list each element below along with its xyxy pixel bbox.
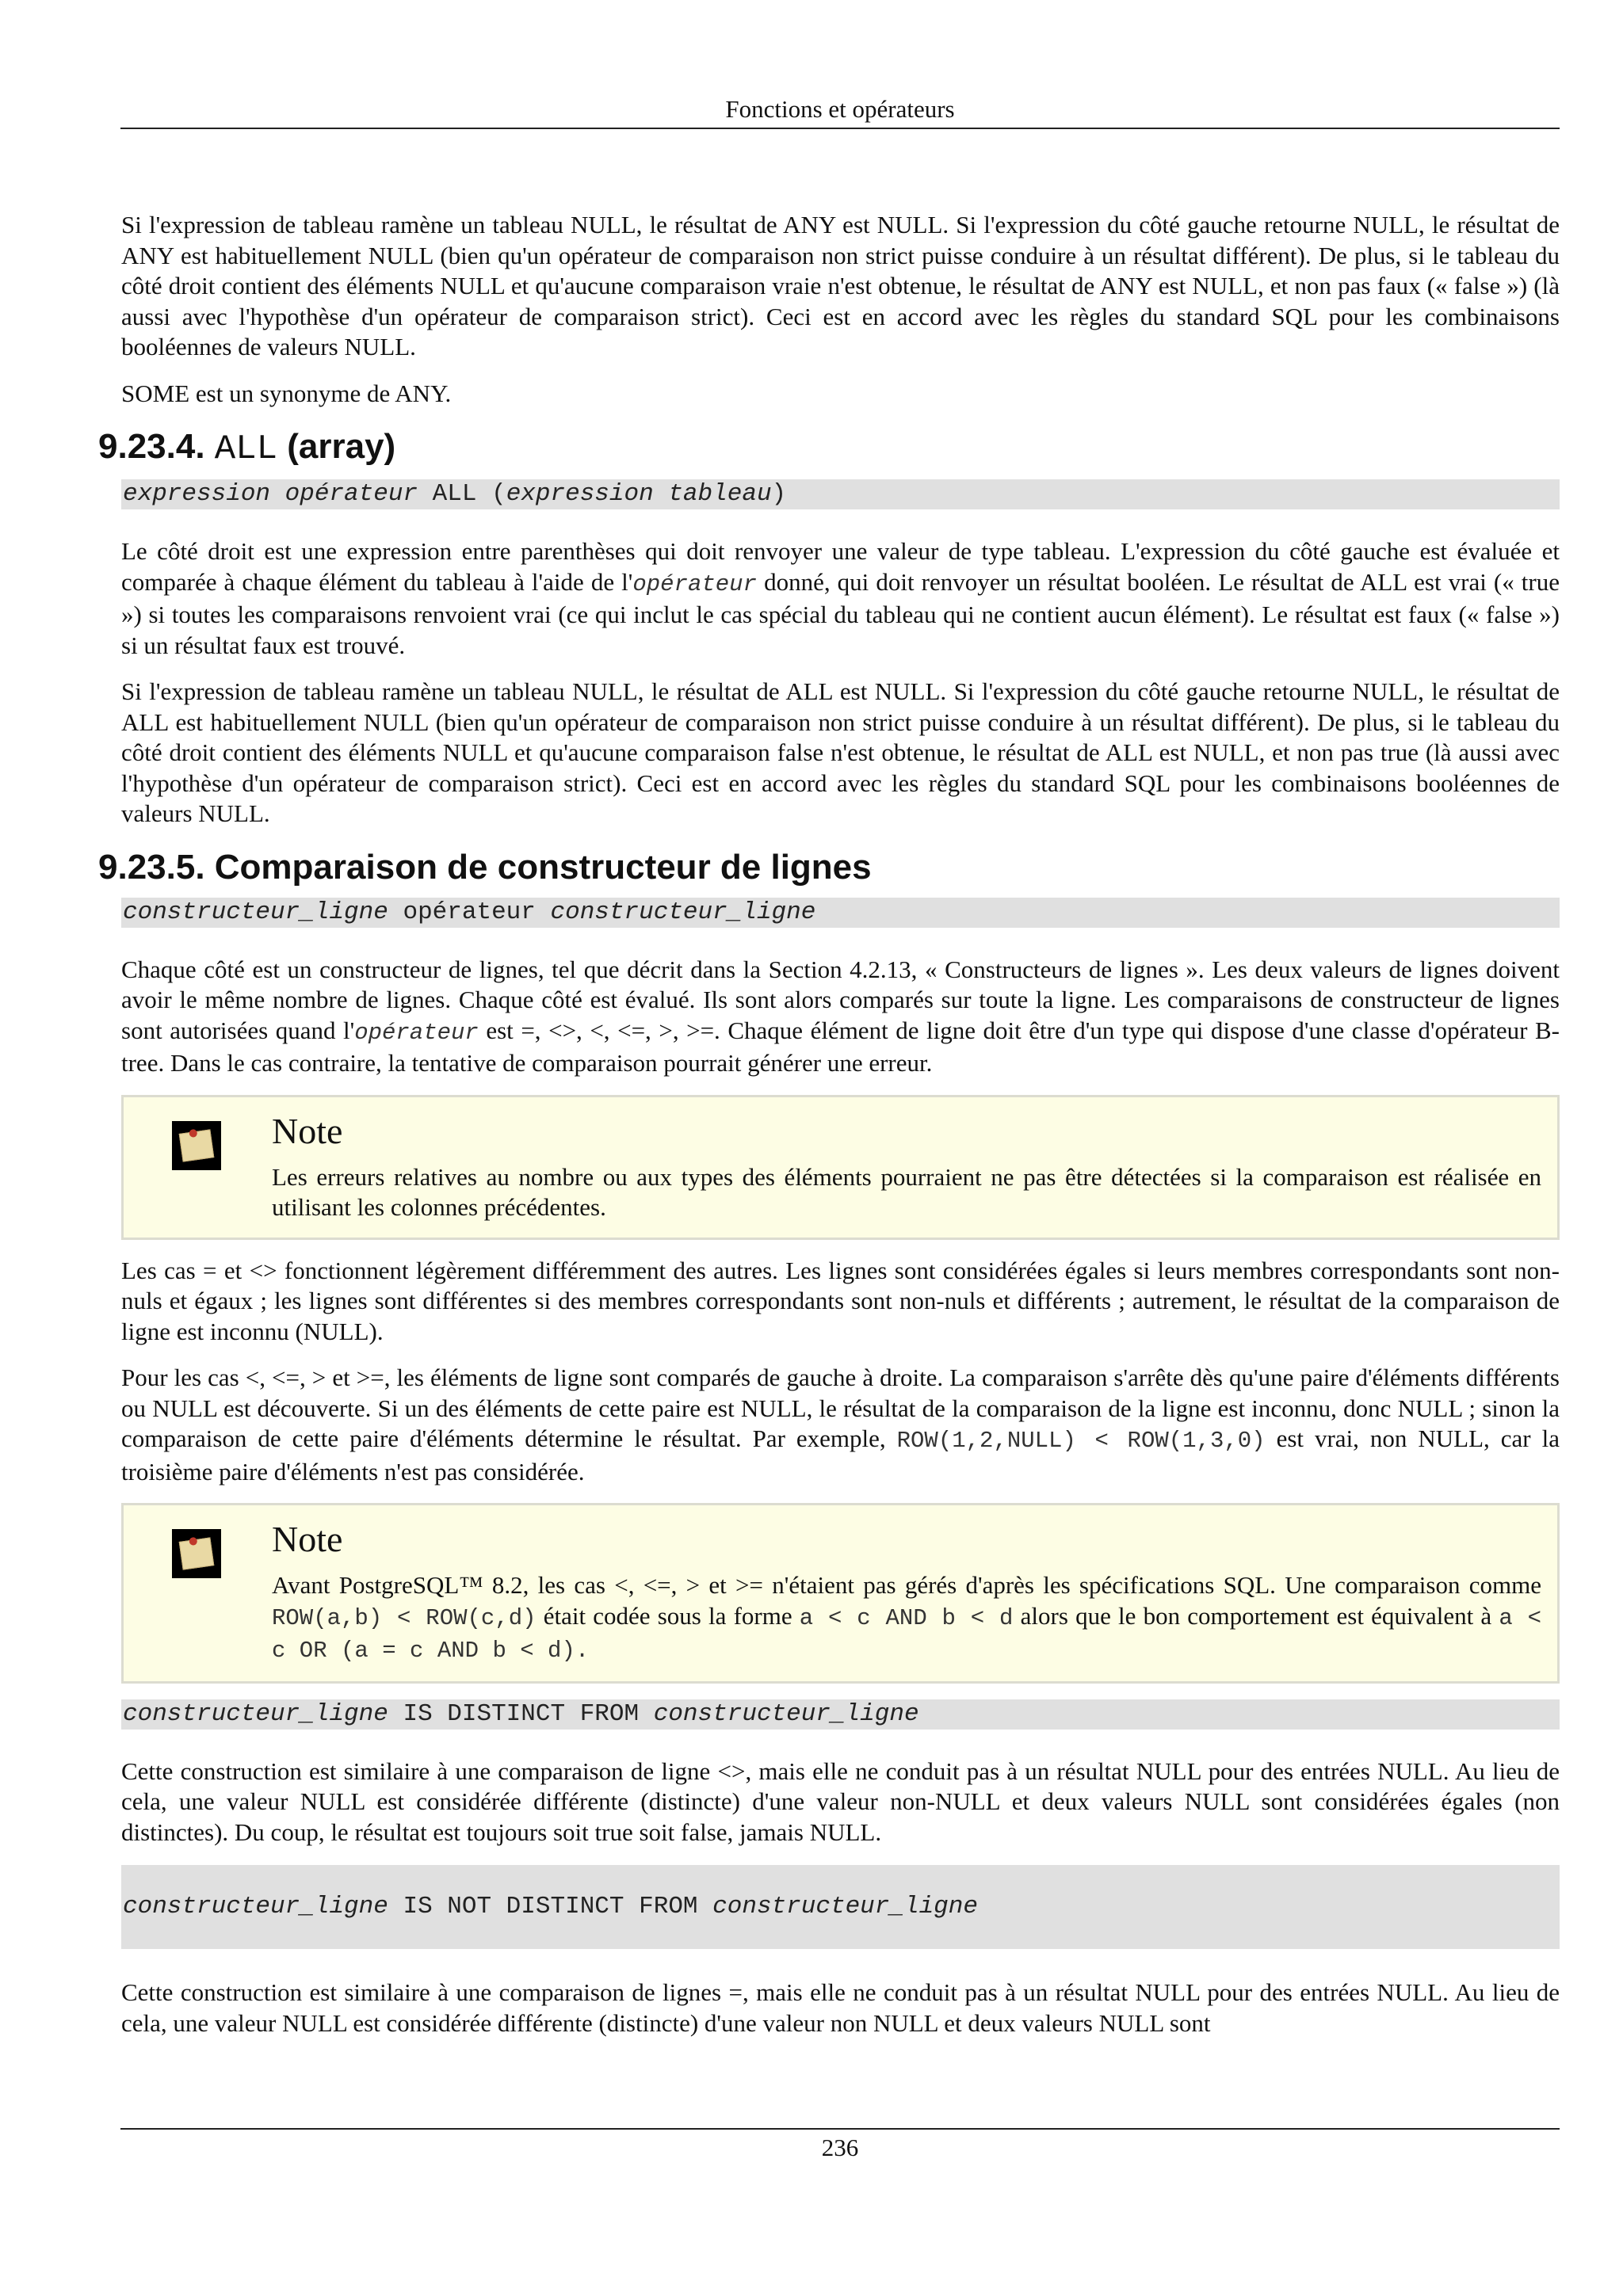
text-run: Pour les cas <, <=, > et >=, les éléments de ligne sont comparés de gauche à droite. La comparaison s'arrête dès qu'une paire d'éléments différents ou NULL est découverte. Si un des éléments de cette paire est NULL, le résultat de la comparaison de la ligne est inconnu, donc NULL ; sinon la comparaison de cette paire d'éléments détermine le résultat. Par exemple,	[121, 1363, 1560, 1452]
synopsis-part: IS NOT DISTINCT FROM	[388, 1893, 713, 1920]
text-run: alors que le bon comportement est équivalent à	[1013, 1601, 1499, 1630]
running-header: Fonctions et opérateurs	[725, 95, 955, 123]
section-code: ALL	[214, 429, 278, 469]
inline-code: ROW(a,b) < ROW(c,d)	[272, 1604, 537, 1631]
paragraph-all-description	[121, 536, 1560, 661]
section-heading-row-constructor: 9.23.5. Comparaison de constructeur de lignes	[98, 847, 872, 887]
note-text: Les erreurs relatives au nombre ou aux types des éléments pourraient ne pas être détectées si la comparaison est réalisée en utilisant les colonnes précédentes.	[272, 1162, 1541, 1221]
paragraph-is-distinct: Cette construction est similaire à une comparaison de ligne <>, mais elle ne conduit pas à un résultat NULL pour des entrées NULL. Au lieu de cela, une valeur NULL est considérée différente (distincte) d'une valeur non-NULL et deux valeurs NULL sont considérées égales (non distinctes). Du coup, le résultat est toujours soit true soit false, jamais NULL.	[121, 1756, 1560, 1846]
text-run: est =, <>, <, <=, >, >=. Chaque élément de ligne doit être d'un type qui dispose d'une classe d'opérateur B-tree. Dans le cas contraire, la tentative de comparaison pourrait générer une erreur.	[121, 1016, 1560, 1077]
synopsis-is-distinct-from	[121, 1699, 1560, 1730]
synopsis-is-not-distinct-from	[121, 1865, 1560, 1949]
note-title: Note	[272, 1110, 343, 1151]
paragraph-ordering-cases	[121, 1363, 1560, 1487]
section-number: 9.23.4.	[98, 427, 205, 466]
note-icon	[172, 1529, 221, 1578]
text-run: Chaque côté est un constructeur de lignes, tel que décrit dans la Section 4.2.13, « Constructeurs de lignes ». Les deux valeurs de lignes doivent avoir le même nombre de lignes. Chaque côté est évalué. Ils sont alors comparés sur toute la ligne. Les comparaisons de constructeur de lignes sont autorisées quand l'	[121, 955, 1560, 1044]
synopsis-part: constructeur_ligne	[123, 1893, 388, 1920]
synopsis-part: expression tableau	[506, 480, 772, 508]
paragraph-any-null: Si l'expression de tableau ramène un tableau NULL, le résultat de ANY est NULL. Si l'expression du côté gauche retourne NULL, le résultat de ANY est habituellement NULL (bien qu'un opérateur de comparaison non strict puisse conduire à un résultat différent). De plus, si le tableau du côté droit contient des éléments NULL et qu'aucune comparaison vraie n'est obtenue, le résultat de ANY est NULL, et non pas faux (« false ») (là aussi avec l'hypothèse d'un opérateur de comparaison strict). Ceci est en accord avec les règles du standard SQL pour les combinaisons booléennes de valeurs NULL.	[121, 211, 1560, 360]
synopsis-part: opérateur	[388, 898, 551, 926]
inline-code: opérateur	[632, 570, 757, 597]
synopsis-part: IS DISTINCT FROM	[388, 1699, 654, 1728]
sticky-note-graphic	[179, 1129, 215, 1161]
section-heading-all-array	[98, 425, 1560, 471]
text-run: donné, qui doit renvoyer un résultat booléen. Le résultat de ALL est vrai (« true ») si toutes les comparaisons renvoient vrai (ce qui inclut le cas spécial du tableau qui ne contient aucun élément). Le résultat est faux (« false ») si un résultat faux est trouvé.	[121, 567, 1560, 659]
header-rule	[120, 128, 1560, 129]
synopsis-part: constructeur_ligne	[712, 1893, 978, 1920]
sticky-note-graphic	[179, 1537, 215, 1569]
note-icon	[172, 1121, 221, 1170]
note-title: Note	[272, 1519, 343, 1559]
synopsis-all	[121, 479, 1560, 509]
text-run: était codée sous la forme	[536, 1601, 800, 1630]
note-box	[121, 1503, 1560, 1684]
note-box	[121, 1095, 1560, 1240]
section-title: (array)	[287, 427, 396, 466]
paragraph-equality-cases: Les cas = et <> fonctionnent légèrement différemment des autres. Les lignes sont considérées égales si leurs membres correspondants sont non-nuls et égaux ; les lignes sont différentes si des membres correspondants sont non-nuls et différents ; autrement, le résultat de la comparaison de ligne est inconnu (NULL).	[121, 1256, 1560, 1345]
synopsis-part: )	[771, 480, 787, 508]
synopsis-row-comparison	[121, 898, 1560, 928]
synopsis-part: constructeur_ligne	[123, 1699, 388, 1728]
inline-code: a < c AND b < d	[799, 1604, 1014, 1631]
page-body	[98, 210, 1560, 2054]
footer-rule	[120, 2128, 1560, 2130]
paragraph-some-synonym: SOME est un synonyme de ANY.	[121, 379, 452, 407]
synopsis-part: expression opérateur	[123, 480, 418, 508]
note-text	[272, 1570, 1541, 1667]
text-run: Le côté droit est une expression entre parenthèses qui doit renvoyer une valeur de type tableau. L'expression du côté gauche est évaluée et comparée à chaque élément du tableau à l'aide de l'	[121, 537, 1560, 596]
synopsis-part: ALL (	[418, 480, 506, 508]
paragraph-row-constructor	[121, 955, 1560, 1079]
inline-code: ROW(1,2,NULL) < ROW(1,3,0)	[896, 1428, 1266, 1454]
text-run: Avant PostgreSQL™ 8.2, les cas <, <=, > et >= n'étaient pas gérés d'après les spécifications SQL. Une comparaison comme	[272, 1571, 1541, 1599]
synopsis-part: constructeur_ligne	[123, 898, 388, 926]
synopsis-part: constructeur_ligne	[550, 898, 816, 926]
inline-code: a < c OR (a = c AND b < d).	[272, 1604, 1542, 1664]
synopsis-part: constructeur_ligne	[653, 1699, 919, 1728]
text-run: est vrai, non NULL, car la troisième paire d'éléments n'est pas considérée.	[121, 1425, 1560, 1486]
paragraph-all-null: Si l'expression de tableau ramène un tableau NULL, le résultat de ALL est NULL. Si l'expression du côté gauche retourne NULL, le résultat de ALL est habituellement NULL (bien qu'un opérateur de comparaison non strict puisse conduire à un résultat différent). De plus, si le tableau du côté droit contient des éléments NULL et qu'aucune comparaison false n'est obtenue, le résultat de ALL est NULL, et non pas true (là aussi avec l'hypothèse d'un opérateur de comparaison strict). Ceci est en accord avec les règles du standard SQL pour les combinaisons booléennes de valeurs NULL.	[121, 677, 1560, 827]
inline-code: opérateur	[354, 1019, 479, 1046]
paragraph-is-not-distinct: Cette construction est similaire à une comparaison de lignes =, mais elle ne conduit pas à un résultat NULL pour des entrées NULL. Au lieu de cela, une valeur NULL est considérée différente (distincte) d'une valeur non NULL et deux valeurs NULL sont	[121, 1978, 1560, 2037]
page-number: 236	[821, 2134, 859, 2161]
